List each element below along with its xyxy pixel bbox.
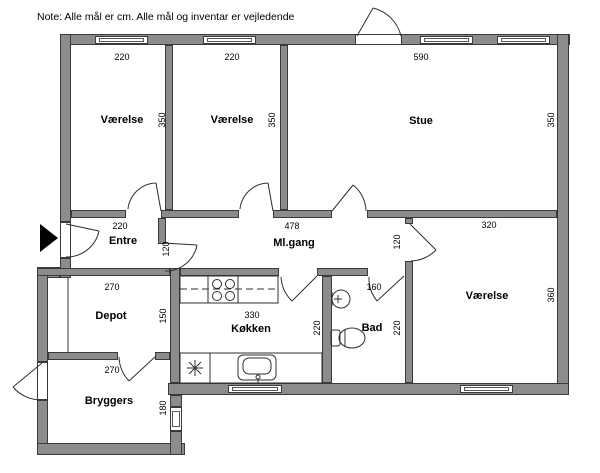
- dim-depot-width: 270: [104, 282, 120, 292]
- wall-bryggers-right-b: [170, 431, 182, 455]
- room-label-vaerelse2: Værelse: [210, 114, 254, 126]
- dim-koekken-width: 330: [244, 310, 260, 320]
- door-swing-vaerelse1: [128, 183, 161, 211]
- room-label-bad: Bad: [361, 322, 383, 334]
- wall-left-lower-a: [37, 267, 48, 362]
- door-swing-koekken: [281, 276, 317, 301]
- wall-h2-c: [317, 268, 368, 276]
- door-swing-stue: [332, 185, 366, 211]
- wall-bryggers-bottom: [37, 443, 185, 455]
- door-swing-terrace: [357, 8, 401, 36]
- window: [420, 36, 473, 44]
- wall-h1-c: [273, 210, 332, 218]
- entrance-arrow-icon: [40, 224, 58, 252]
- wall-depot-bottom-stub: [155, 352, 170, 360]
- front-door-opening: [60, 222, 71, 258]
- wall-h2-b: [180, 268, 279, 276]
- wall-left-upper: [60, 34, 71, 222]
- dim-mlgang-width: 478: [284, 221, 300, 231]
- wall-v3-b: [405, 261, 413, 383]
- note-text: Note: Alle mål er cm. Alle mål og inventar er vejledende: [37, 11, 295, 23]
- wall-vaerelse2-stue: [280, 45, 288, 210]
- dim-vaerelse3-depth: 360: [546, 287, 556, 303]
- door-swing-vaerelse2: [240, 183, 273, 211]
- dim-vaerelse3-width: 320: [481, 220, 497, 230]
- washbasin-icon: [332, 290, 350, 308]
- dim-vaerelse2-depth: 350: [267, 112, 277, 128]
- dim-depot-depth: 150: [158, 308, 168, 324]
- room-label-vaerelse1: Værelse: [100, 114, 144, 126]
- dim-bryggers-width: 270: [104, 365, 120, 375]
- door-swing-vaerelse3: [410, 224, 436, 261]
- drain-icon: [187, 360, 203, 376]
- dim-vaerelse1-width: 220: [114, 52, 130, 62]
- room-label-vaerelse3: Værelse: [465, 290, 509, 302]
- kitchen-sink-icon: [238, 355, 276, 383]
- wall-h2-a: [37, 268, 170, 276]
- bryggers-door-opening: [37, 362, 48, 400]
- toilet-icon: [331, 328, 365, 348]
- wall-h1-d: [367, 210, 557, 218]
- dim-entre-depth: 120: [161, 241, 171, 257]
- dim-bad-width: 160: [366, 282, 382, 292]
- kitchen-counter-top: [180, 276, 278, 303]
- room-label-entre: Entre: [108, 235, 138, 247]
- wall-h1-a: [71, 210, 126, 218]
- dim-koekken-depth: 220: [312, 320, 322, 336]
- wall-entre-stub: [158, 218, 166, 244]
- window: [95, 36, 148, 44]
- dim-mlgang-depth: 120: [392, 234, 402, 250]
- window: [203, 36, 256, 44]
- room-label-mlgang: Ml.gang: [273, 237, 315, 249]
- window: [228, 385, 282, 393]
- wall-depot-koekken: [170, 268, 180, 383]
- wall-bryggers-right-a: [170, 395, 182, 407]
- wall-koekken-bad: [322, 276, 332, 383]
- window: [497, 36, 550, 44]
- window: [460, 385, 513, 393]
- room-label-depot: Depot: [95, 310, 127, 322]
- dim-stue-depth: 350: [546, 112, 556, 128]
- wall-depot-bottom: [48, 352, 118, 360]
- stove-icon: [208, 276, 238, 303]
- dim-bad-depth: 220: [392, 320, 402, 336]
- dim-entre-width: 220: [112, 221, 128, 231]
- kitchen-counter-bottom: [180, 353, 322, 383]
- room-label-stue: Stue: [409, 115, 433, 127]
- wall-v3-a: [405, 218, 413, 224]
- dim-vaerelse1-depth: 350: [157, 112, 167, 128]
- room-label-bryggers: Bryggers: [84, 395, 134, 407]
- terrace-door-opening: [355, 34, 402, 45]
- dim-vaerelse2-width: 220: [224, 52, 240, 62]
- door-swing-depot: [119, 356, 156, 381]
- room-label-koekken: Køkken: [231, 323, 271, 335]
- window: [170, 407, 182, 431]
- wall-right: [557, 34, 569, 395]
- dim-stue-width: 590: [413, 52, 429, 62]
- dim-bryggers-depth: 180: [158, 400, 168, 416]
- wall-h1-b: [161, 210, 239, 218]
